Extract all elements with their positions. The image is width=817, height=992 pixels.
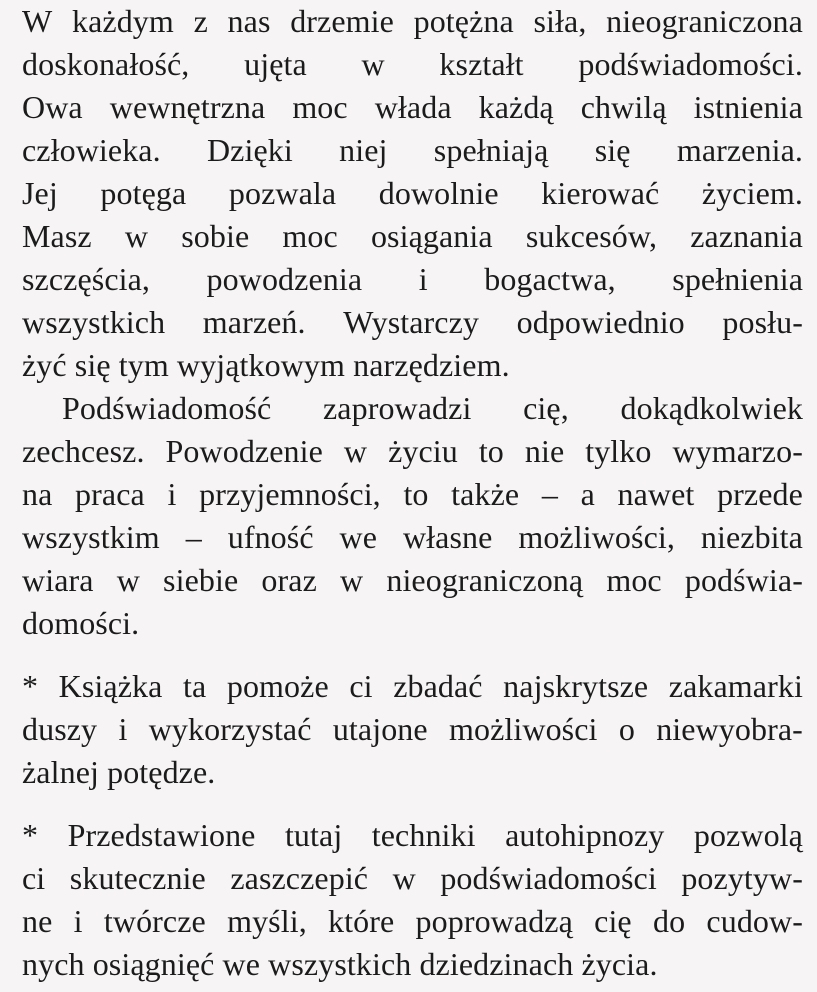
bullet-paragraph-techniques (22, 814, 803, 986)
text-line: Masz w sobie moc osiągania sukcesów, zaznania (22, 218, 803, 254)
text-line: na praca i przyjemności, to także – a nawet przede (22, 476, 803, 512)
text-line: wszystkim – ufność we własne możliwości, niezbita (22, 519, 803, 555)
text-line: domości. (22, 605, 140, 641)
text-line: szczęścia, powodzenia i bogactwa, spełnienia (22, 261, 803, 297)
text-line: nych osiągnięć we wszystkich dziedzinach życia. (22, 946, 658, 982)
text-line: Owa wewnętrzna moc włada każdą chwilą istnienia (22, 89, 803, 125)
text-line: zechcesz. Powodzenie w życiu to nie tylko wymarzo- (22, 433, 803, 469)
text-line: żyć się tym wyjątkowym narzędziem. (22, 347, 510, 383)
text-line: ne i twórcze myśli, które poprowadzą cię do cudow- (22, 903, 803, 939)
bullet-paragraph-book (22, 665, 803, 794)
text-line: doskonałość, ujęta w kształt podświadomości. (22, 46, 803, 82)
paragraph-second (22, 387, 803, 645)
text-line: Jej potęga pozwala dowolnie kierować życiem. (22, 175, 803, 211)
text-line: człowieka. Dzięki niej spełniają się marzenia. (22, 132, 803, 168)
text-line: żalnej potędze. (22, 754, 216, 790)
text-line: W każdym z nas drzemie potężna siła, nieograniczona (22, 3, 803, 39)
text-line: * Książka ta pomoże ci zbadać najskrytsze zakamarki (22, 668, 803, 704)
paragraph-intro (22, 0, 803, 387)
text-line: * Przedstawione tutaj techniki autohipnozy pozwolą (22, 817, 803, 853)
text-line: wszystkich marzeń. Wystarczy odpowiednio posłu- (22, 304, 803, 340)
text-line: Podświadomość zaprowadzi cię, dokądkolwiek (62, 390, 803, 426)
text-line: wiara w siebie oraz w nieograniczoną moc podświa- (22, 562, 803, 598)
text-line: duszy i wykorzystać utajone możliwości o niewyobra- (22, 711, 803, 747)
text-line: ci skutecznie zaszczepić w podświadomości pozytyw- (22, 860, 803, 896)
